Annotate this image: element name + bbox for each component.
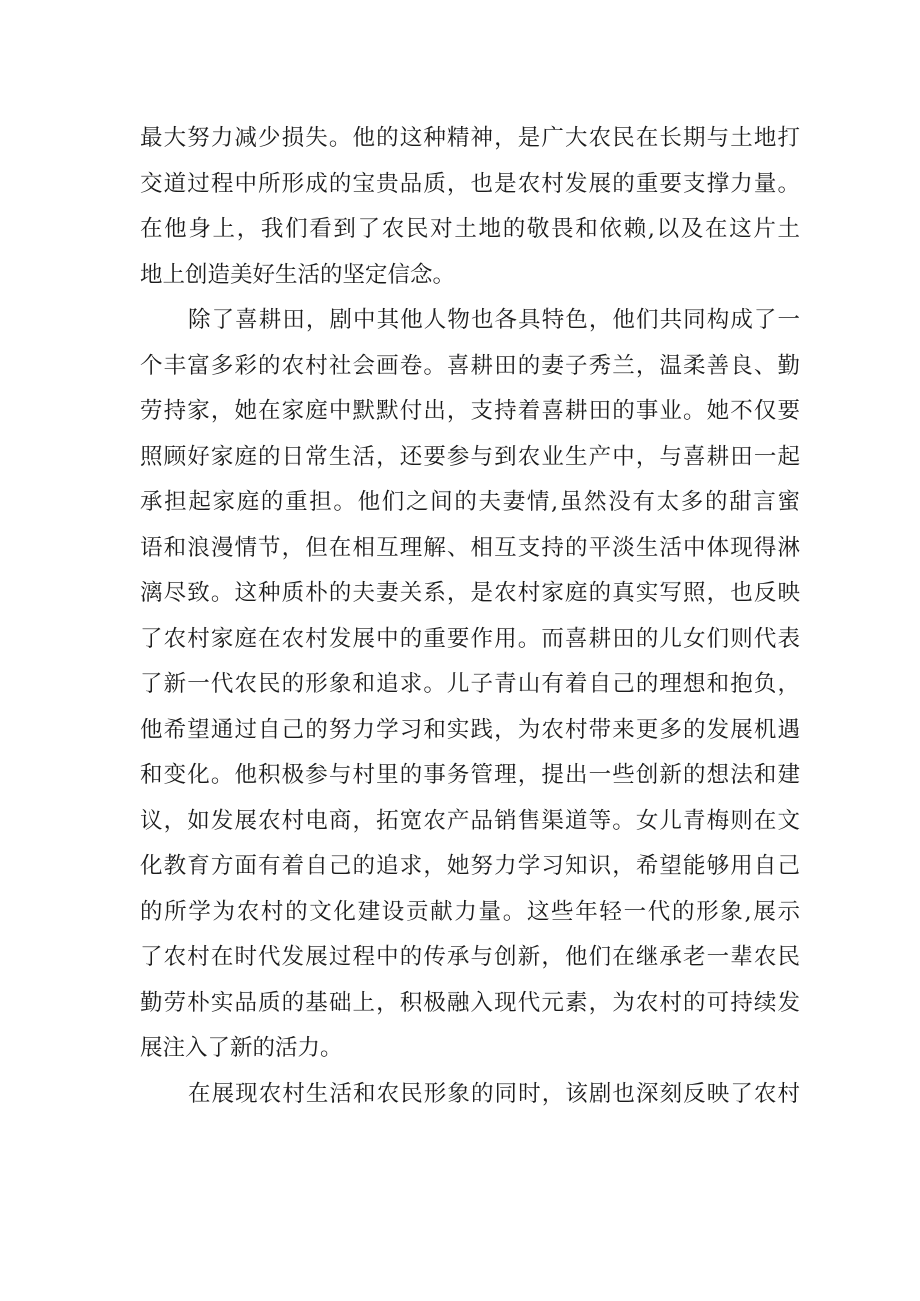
body-text [140, 116, 800, 1117]
text-line: 展注入了新的活力。 [140, 1035, 343, 1061]
text-line: 漓尽致。这种质朴的夫妻关系，是农村家庭的真实写照，也反映 [140, 580, 800, 606]
text-line: 语和浪漫情节，但在相互理解、相互支持的平淡生活中体现得淋 [140, 534, 800, 561]
text-line: 了农村在时代发展过程中的传承与创新，他们在继承老一辈农民 [140, 944, 800, 970]
text-line: 最大努力减少损失。他的这种精神，是广大农民在长期与土地打 [140, 125, 800, 151]
paragraph-first-line: 在展现农村生活和农民形象的同时，该剧也深刻反映了农村 [188, 1080, 800, 1107]
text-line: 议，如发展农村电商，拓宽农产品销售渠道等。女儿青梅则在文 [140, 807, 800, 834]
text-line: 在他身上，我们看到了农民对土地的敬畏和依赖,以及在这片土 [140, 216, 800, 242]
text-line: 了农村家庭在农村发展中的重要作用。而喜耕田的儿女们则代表 [140, 625, 800, 652]
text-line: 地上创造美好生活的坚定信念。 [140, 261, 456, 288]
text-line: 劳持家，她在家庭中默默付出，支持着喜耕田的事业。她不仅要 [140, 398, 800, 424]
text-line: 承担起家庭的重担。他们之间的夫妻情,虽然没有太多的甜言蜜 [140, 489, 800, 515]
text-line: 化教育方面有着自己的追求，她努力学习知识，希望能够用自己 [140, 853, 800, 879]
text-line: 勤劳朴实品质的基础上，积极融入现代元素，为农村的可持续发 [140, 989, 800, 1016]
text-line: 和变化。他积极参与村里的事务管理，提出一些创新的想法和建 [140, 762, 800, 788]
text-line: 照顾好家庭的日常生活，还要参与到农业生产中，与喜耕田一起 [140, 443, 800, 470]
paragraph-first-line: 除了喜耕田，剧中其他人物也各具特色，他们共同构成了一 [188, 307, 800, 333]
text-line: 了新一代农民的形象和追求。儿子青山有着自己的理想和抱负， [140, 671, 800, 697]
text-line: 交道过程中所形成的宝贵品质，也是农村发展的重要支撑力量。 [140, 170, 800, 197]
text-line: 的所学为农村的文化建设贡献力量。这些年轻一代的形象,展示 [140, 898, 800, 925]
text-line: 他希望通过自己的努力学习和实践，为农村带来更多的发展机遇 [140, 716, 800, 743]
text-line: 个丰富多彩的农村社会画卷。喜耕田的妻子秀兰，温柔善良、勤 [140, 352, 800, 379]
